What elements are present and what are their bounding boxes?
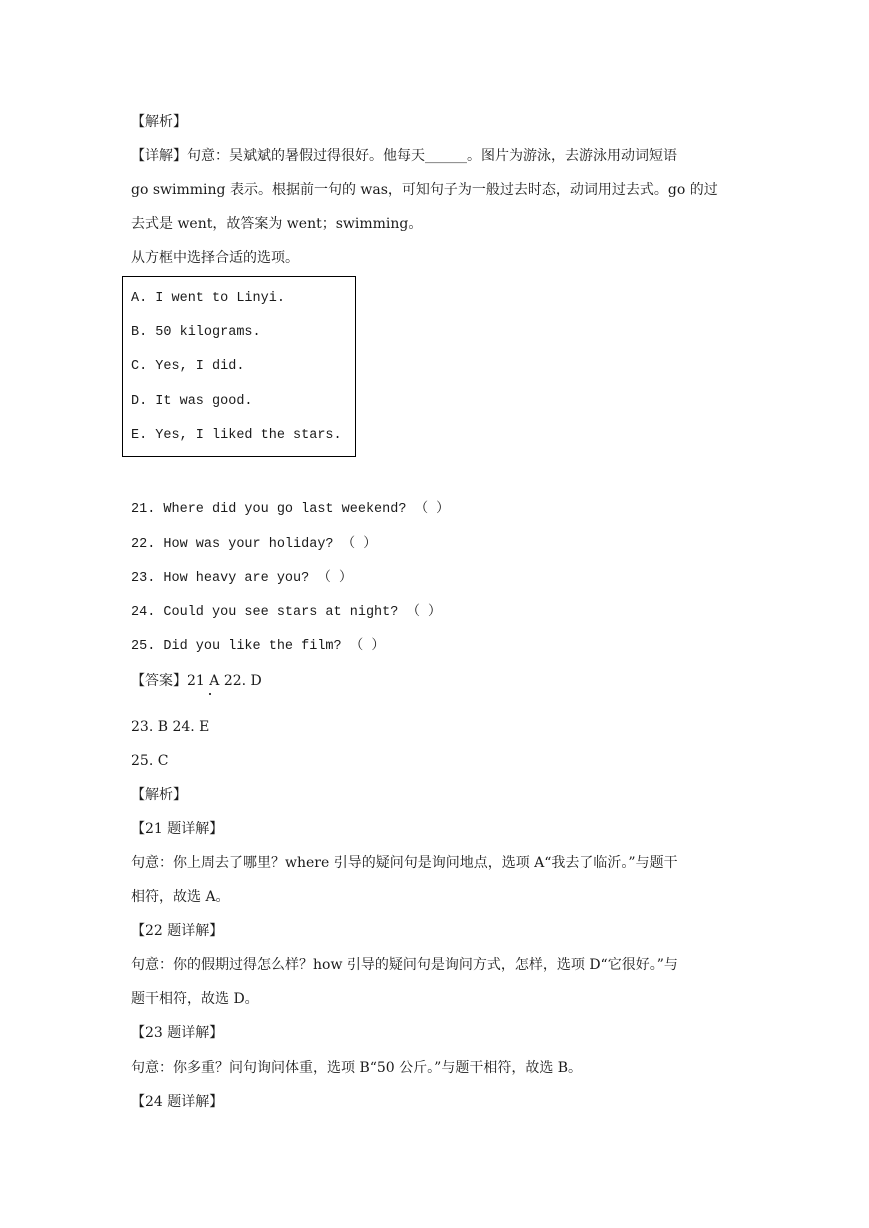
dot-mark xyxy=(209,693,211,695)
question-text: 24. Could you see stars at night? xyxy=(131,605,399,620)
q22-title: 【22 题详解】 xyxy=(131,923,224,939)
answer-paren: （ ） xyxy=(317,571,353,586)
q23-line-1: 句意：你多重？问句询问体重，选项 B“50 公斤。”与题干相符，故选 B。 xyxy=(131,1060,583,1076)
answer-paren: （ ） xyxy=(349,639,385,654)
q21-title: 【21 题详解】 xyxy=(131,821,224,837)
option-b: B. 50 kilograms. xyxy=(131,325,261,340)
question-24 xyxy=(131,603,442,623)
question-text: 22. How was your holiday? xyxy=(131,537,334,552)
instruction: 从方框中选择合适的选项。 xyxy=(131,250,299,266)
detail-line-3: 去式是 went，故答案为 went；swimming。 xyxy=(131,216,423,232)
question-22 xyxy=(131,535,377,555)
question-25 xyxy=(131,637,385,657)
answer-line-3: 25. C xyxy=(131,753,169,769)
question-text: 25. Did you like the film? xyxy=(131,639,342,654)
question-text: 21. Where did you go last weekend? xyxy=(131,502,407,517)
option-e: E. Yes, I liked the stars. xyxy=(131,428,342,443)
q23-title: 【23 题详解】 xyxy=(131,1025,224,1041)
q21-line-1: 句意：你上周去了哪里？where 引导的疑问句是询问地点，选项 A“我去了临沂。”与题干 xyxy=(131,855,678,871)
q22-line-1: 句意：你的假期过得怎么样？how 引导的疑问句是询问方式，怎样，选项 D“它很好。”与 xyxy=(131,957,678,973)
answer-line-2: 23. B 24. E xyxy=(131,719,210,735)
option-c: C. Yes, I did. xyxy=(131,359,245,374)
options-box xyxy=(122,276,356,457)
q24-title: 【24 题详解】 xyxy=(131,1094,224,1110)
detail-line-2: go swimming 表示。根据前一句的 was，可知句子为一般过去时态，动词用过去式。go 的过 xyxy=(131,182,718,198)
answer-line-1: 【答案】21 A 22. D xyxy=(131,673,262,689)
q21-line-2: 相符，故选 A。 xyxy=(131,889,230,905)
option-a: A. I went to Linyi. xyxy=(131,291,285,306)
question-23 xyxy=(131,569,352,589)
answer-paren: （ ） xyxy=(341,537,377,552)
q22-line-2: 题干相符，故选 D。 xyxy=(131,991,259,1007)
analysis-heading: 【解析】 xyxy=(131,787,187,803)
question-text: 23. How heavy are you? xyxy=(131,571,310,586)
answer-paren: （ ） xyxy=(414,502,450,517)
option-d: D. It was good. xyxy=(131,394,253,409)
detail-line-1: 【详解】句意：吴斌斌的暑假过得很好。他每天______。图片为游泳，去游泳用动词短语 xyxy=(131,148,677,164)
question-21 xyxy=(131,500,450,520)
section-heading-analysis: 【解析】 xyxy=(131,114,187,130)
answer-paren: （ ） xyxy=(406,605,442,620)
